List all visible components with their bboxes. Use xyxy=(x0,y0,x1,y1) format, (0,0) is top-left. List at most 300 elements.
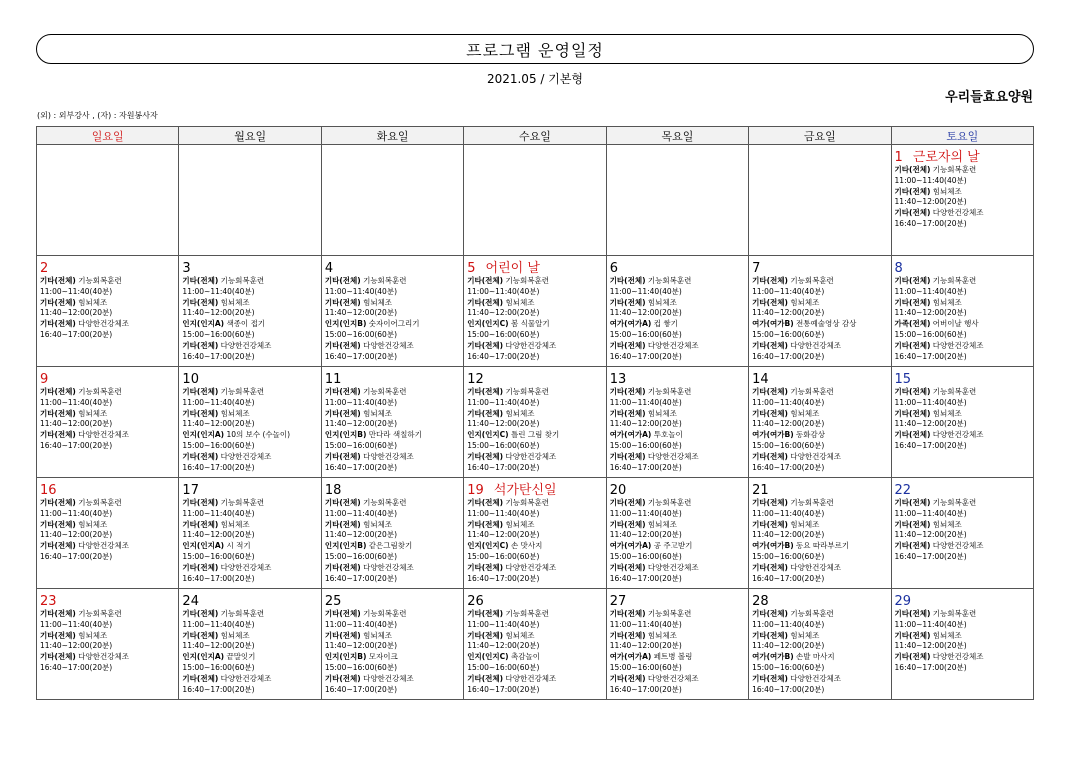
event-name: 힘뇌체조 xyxy=(930,630,962,640)
event-category: 기타(전체) xyxy=(752,630,788,640)
weekday-header-sat: 토요일 xyxy=(891,127,1033,145)
event-time: 11:00~11:40(40분) xyxy=(182,508,255,518)
day-number: 7 xyxy=(752,261,761,276)
event-item xyxy=(895,276,1030,287)
event-name: 기능회복훈련 xyxy=(503,498,549,507)
event-time: 15:00~16:00(60분) xyxy=(182,662,255,672)
event-category: 기타(전체) xyxy=(467,519,504,529)
event-item xyxy=(610,409,745,420)
day-number: 10 xyxy=(182,372,199,387)
event-category: 기타(전체) xyxy=(894,498,931,507)
event-item xyxy=(40,276,175,287)
subtitle: 2021.05 / 기본형 xyxy=(486,72,584,86)
day-number: 1 xyxy=(894,150,903,165)
event-category: 기타(전체) xyxy=(894,430,931,440)
event-time: 15:00~16:00(60분) xyxy=(324,551,397,561)
event-category: 인지(인지B) xyxy=(324,541,367,551)
week-row xyxy=(37,589,1034,700)
event-item xyxy=(325,430,460,441)
event-category: 기타(전체) xyxy=(324,673,361,683)
day-cell xyxy=(37,367,179,478)
event-category: 기타(전체) xyxy=(467,340,504,350)
week-row xyxy=(37,145,1034,256)
event-time: 11:40~12:00(20분) xyxy=(894,641,967,651)
event-item xyxy=(40,520,175,531)
event-time: 11:00~11:40(40분) xyxy=(40,286,113,296)
event-name: 기능회복훈련 xyxy=(218,609,265,618)
event-time: 16:40~17:00(20분) xyxy=(752,573,825,583)
event-time: 11:00~11:40(40분) xyxy=(182,397,255,407)
day-number: 20 xyxy=(609,483,627,498)
event-item xyxy=(182,609,317,620)
event-item xyxy=(40,298,175,309)
event-item xyxy=(467,541,602,552)
event-category: 기타(전체) xyxy=(324,276,361,285)
event-time: 11:40~12:00(20분) xyxy=(182,419,255,429)
event-time: 16:40~17:00(20분) xyxy=(182,573,255,583)
event-name: 다양한건강체조 xyxy=(787,340,842,350)
event-name: 손발 마사지 xyxy=(793,652,835,662)
event-time: 11:00~11:40(40분) xyxy=(752,286,825,296)
day-header xyxy=(610,590,745,609)
day-number: 24 xyxy=(182,594,199,609)
day-cell xyxy=(179,145,321,256)
event-name: 기능회복훈련 xyxy=(218,498,265,507)
event-item xyxy=(895,498,1030,509)
event-item xyxy=(752,520,887,531)
event-time: 11:40~12:00(20분) xyxy=(609,641,682,651)
event-time: 16:40~17:00(20분) xyxy=(324,462,397,472)
event-category: 기타(전체) xyxy=(182,609,219,618)
weekday-header-sun: 일요일 xyxy=(37,127,179,145)
event-time: 15:00~16:00(60분) xyxy=(894,329,967,339)
event-time: 16:40~17:00(20분) xyxy=(752,351,825,361)
event-name: 힘뇌체조 xyxy=(75,630,108,640)
event-name: 힘뇌체조 xyxy=(503,297,535,307)
event-item xyxy=(895,409,1030,420)
day-cell xyxy=(749,478,891,589)
event-category: 기타(전체) xyxy=(894,208,931,218)
event-time: 16:40~17:00(20분) xyxy=(40,440,113,450)
event-name: 시 적기 xyxy=(224,541,251,551)
event-category: 기타(전체) xyxy=(894,541,931,551)
event-item xyxy=(182,498,317,509)
event-category: 기타(전체) xyxy=(40,276,76,285)
day-cell xyxy=(179,256,321,367)
weekday-header-row xyxy=(37,127,1034,145)
event-category: 기타(전체) xyxy=(182,498,219,507)
day-cell xyxy=(749,367,891,478)
day-number: 17 xyxy=(182,483,199,498)
event-name: 기능회복훈련 xyxy=(503,276,549,285)
event-item xyxy=(610,498,745,509)
event-name: 기능회복훈련 xyxy=(930,387,977,396)
legend: (외) : 외부강사 , (자) : 자원봉사자 xyxy=(37,111,158,120)
day-header xyxy=(895,146,1030,165)
organization-name: 우리들효요양원 xyxy=(945,90,1033,105)
event-time: 16:40~17:00(20분) xyxy=(324,351,397,361)
event-time: 16:40~17:00(20분) xyxy=(324,684,397,694)
event-time: 11:40~12:00(20분) xyxy=(752,641,825,651)
day-header xyxy=(182,257,317,276)
event-category: 기타(전체) xyxy=(324,519,361,529)
event-name: 페트병 볼링 xyxy=(651,652,693,662)
event-item xyxy=(40,319,175,330)
event-category: 기타(전체) xyxy=(894,652,931,662)
event-item xyxy=(895,319,1030,330)
holiday-name: 어린이 날 xyxy=(485,261,540,276)
event-item xyxy=(325,409,460,420)
day-number: 5 xyxy=(467,261,476,276)
event-time: 15:00~16:00(60분) xyxy=(467,551,540,561)
event-name: 다양한건강체조 xyxy=(930,430,984,440)
event-category: 기타(전체) xyxy=(40,297,76,307)
week-row xyxy=(37,367,1034,478)
day-number: 8 xyxy=(894,261,903,276)
event-category: 기타(전체) xyxy=(40,652,76,662)
event-time: 11:40~12:00(20분) xyxy=(894,419,967,429)
day-header xyxy=(182,479,317,498)
event-item xyxy=(752,409,887,420)
day-cell xyxy=(37,478,179,589)
event-name: 다양한건강체조 xyxy=(645,451,699,461)
event-category: 인지(인지C) xyxy=(467,319,509,329)
day-number: 29 xyxy=(894,594,912,609)
event-item xyxy=(895,609,1030,620)
event-name: 기능회복훈련 xyxy=(787,387,834,396)
event-time: 11:00~11:40(40분) xyxy=(752,508,825,518)
event-name: 다양한건강체조 xyxy=(360,451,414,461)
event-item xyxy=(610,341,745,352)
event-item xyxy=(895,652,1030,663)
event-item xyxy=(467,520,602,531)
event-time: 15:00~16:00(60분) xyxy=(182,440,255,450)
event-time: 16:40~17:00(20분) xyxy=(467,573,540,583)
event-name: 기능회복훈련 xyxy=(75,387,122,396)
event-category: 기타(전체) xyxy=(467,297,504,307)
event-item xyxy=(895,187,1030,198)
event-time: 11:40~12:00(20분) xyxy=(40,419,113,429)
event-name: 힘뇌체조 xyxy=(75,297,108,307)
event-category: 기타(전체) xyxy=(40,319,76,329)
event-name: 전통예술영상 감상 xyxy=(793,319,857,329)
event-item xyxy=(40,409,175,420)
event-item xyxy=(610,674,745,685)
event-time: 16:40~17:00(20분) xyxy=(40,551,113,561)
day-header xyxy=(752,368,887,387)
day-number: 4 xyxy=(324,261,334,276)
event-category: 기타(전체) xyxy=(467,498,504,507)
event-time: 16:40~17:00(20분) xyxy=(467,684,540,694)
event-time: 16:40~17:00(20분) xyxy=(894,551,967,561)
event-category: 기타(전체) xyxy=(467,276,504,285)
event-category: 여가(여가B) xyxy=(752,541,794,551)
event-item xyxy=(610,276,745,287)
event-time: 11:40~12:00(20분) xyxy=(609,419,682,429)
event-time: 16:40~17:00(20분) xyxy=(182,462,255,472)
event-item xyxy=(752,498,887,509)
event-time: 11:00~11:40(40분) xyxy=(609,397,682,407)
event-name: 투호놀이 xyxy=(651,430,683,440)
event-time: 15:00~16:00(60분) xyxy=(467,329,540,339)
event-name: 동화감상 xyxy=(793,430,826,440)
day-header xyxy=(182,590,317,609)
event-category: 기타(전체) xyxy=(752,498,788,507)
event-time: 11:00~11:40(40분) xyxy=(894,397,967,407)
day-header xyxy=(752,479,887,498)
event-time: 11:00~11:40(40분) xyxy=(609,619,682,629)
event-time: 16:40~17:00(20분) xyxy=(752,462,825,472)
event-name: 다양한건강체조 xyxy=(930,541,984,551)
event-item xyxy=(752,430,887,441)
event-name: 기능회복훈련 xyxy=(218,276,265,285)
event-item xyxy=(752,341,887,352)
event-item xyxy=(752,609,887,620)
event-time: 15:00~16:00(60분) xyxy=(467,662,540,672)
event-name: 모자이크 xyxy=(366,652,398,662)
event-category: 기타(전체) xyxy=(40,519,76,529)
event-item xyxy=(610,563,745,574)
event-time: 11:40~12:00(20분) xyxy=(609,530,682,540)
event-time: 15:00~16:00(60분) xyxy=(609,440,682,450)
day-number: 2 xyxy=(40,261,49,276)
event-time: 16:40~17:00(20분) xyxy=(894,218,967,228)
day-header xyxy=(40,368,175,387)
event-category: 여가(여가A) xyxy=(609,652,652,662)
event-category: 기타(전체) xyxy=(40,387,76,396)
event-item xyxy=(895,341,1030,352)
event-time: 11:40~12:00(20분) xyxy=(609,308,682,318)
day-cell xyxy=(464,367,606,478)
event-time: 16:40~17:00(20분) xyxy=(40,662,113,672)
event-time: 11:00~11:40(40분) xyxy=(609,286,682,296)
event-category: 기타(전체) xyxy=(894,387,931,396)
event-category: 기타(전체) xyxy=(324,387,361,396)
event-name: 10의 보수 (수놀이) xyxy=(224,430,291,440)
event-time: 11:40~12:00(20분) xyxy=(752,530,825,540)
event-item xyxy=(325,498,460,509)
event-time: 15:00~16:00(60분) xyxy=(609,662,682,672)
event-name: 기능회복훈련 xyxy=(360,498,407,507)
event-category: 기타(전체) xyxy=(752,562,788,572)
event-name: 숫자이어그리기 xyxy=(366,319,420,329)
event-category: 기타(전체) xyxy=(182,562,219,572)
day-cell xyxy=(464,478,606,589)
weekday-header-fri: 금요일 xyxy=(749,127,891,145)
event-item xyxy=(182,387,317,398)
event-item xyxy=(895,298,1030,309)
day-cell xyxy=(321,145,463,256)
event-time: 11:40~12:00(20분) xyxy=(324,641,397,651)
event-item xyxy=(895,520,1030,531)
event-time: 11:00~11:40(40분) xyxy=(324,286,397,296)
event-category: 기타(전체) xyxy=(609,519,646,529)
event-name: 촉감놀이 xyxy=(508,652,540,662)
event-name: 기능회복훈련 xyxy=(645,498,692,507)
event-item xyxy=(40,609,175,620)
event-time: 11:00~11:40(40분) xyxy=(182,619,255,629)
event-name: 다양한건강체조 xyxy=(503,562,557,572)
event-item xyxy=(182,674,317,685)
event-category: 기타(전체) xyxy=(182,630,219,640)
weekday-header-mon: 월요일 xyxy=(179,127,321,145)
event-name: 다양한건강체조 xyxy=(503,673,557,683)
day-cell xyxy=(606,478,748,589)
day-number: 21 xyxy=(752,483,769,498)
event-category: 기타(전체) xyxy=(609,276,646,285)
event-item xyxy=(895,631,1030,642)
day-cell xyxy=(749,589,891,700)
event-item xyxy=(610,652,745,663)
event-name: 다양한건강체조 xyxy=(787,451,842,461)
weekday-header-thu: 목요일 xyxy=(606,127,748,145)
event-item xyxy=(610,319,745,330)
event-name: 기능회복훈련 xyxy=(930,276,977,285)
day-cell xyxy=(321,589,463,700)
event-time: 11:40~12:00(20분) xyxy=(894,197,967,207)
day-cell xyxy=(606,367,748,478)
event-item xyxy=(325,674,460,685)
event-item xyxy=(467,430,602,441)
event-time: 11:00~11:40(40분) xyxy=(752,619,825,629)
week-row xyxy=(37,256,1034,367)
event-category: 기타(전체) xyxy=(752,673,788,683)
event-category: 기타(전체) xyxy=(40,630,76,640)
event-time: 15:00~16:00(60분) xyxy=(752,662,825,672)
event-name: 다양한건강체조 xyxy=(930,652,984,662)
event-category: 기타(전체) xyxy=(752,387,788,396)
event-item xyxy=(467,409,602,420)
event-time: 15:00~16:00(60분) xyxy=(182,329,255,339)
event-category: 기타(전체) xyxy=(609,451,646,461)
event-time: 16:40~17:00(20분) xyxy=(182,684,255,694)
event-category: 기타(전체) xyxy=(324,408,361,418)
event-category: 기타(전체) xyxy=(752,519,788,529)
day-number: 16 xyxy=(40,483,57,498)
event-category: 기타(전체) xyxy=(324,451,361,461)
event-name: 힘뇌체조 xyxy=(930,186,962,196)
event-item xyxy=(182,409,317,420)
day-cell xyxy=(891,367,1033,478)
event-name: 힘뇌체조 xyxy=(787,519,820,529)
event-name: 다양한건강체조 xyxy=(645,562,699,572)
event-item xyxy=(182,430,317,441)
event-item xyxy=(467,498,602,509)
event-category: 기타(전체) xyxy=(324,297,361,307)
event-item xyxy=(325,541,460,552)
event-item xyxy=(467,563,602,574)
event-item xyxy=(40,498,175,509)
day-header xyxy=(610,479,745,498)
day-header xyxy=(895,257,1030,276)
day-number: 15 xyxy=(894,372,912,387)
event-item xyxy=(182,541,317,552)
event-item xyxy=(325,319,460,330)
day-cell xyxy=(891,478,1033,589)
event-time: 16:40~17:00(20분) xyxy=(894,440,967,450)
event-time: 15:00~16:00(60분) xyxy=(324,440,397,450)
event-name: 끝말잇기 xyxy=(224,652,256,662)
event-category: 기타(전체) xyxy=(894,408,931,418)
event-item xyxy=(467,276,602,287)
event-item xyxy=(325,452,460,463)
event-name: 어버이날 행사 xyxy=(930,319,979,329)
day-cell xyxy=(464,589,606,700)
event-time: 16:40~17:00(20분) xyxy=(609,351,682,361)
week-row xyxy=(37,478,1034,589)
event-category: 기타(전체) xyxy=(609,609,646,618)
event-category: 기타(전체) xyxy=(324,498,361,507)
event-time: 15:00~16:00(60분) xyxy=(324,329,397,339)
event-time: 11:40~12:00(20분) xyxy=(182,308,255,318)
day-cell xyxy=(891,256,1033,367)
event-category: 기타(전체) xyxy=(182,408,219,418)
event-name: 힘뇌체조 xyxy=(75,408,108,418)
day-cell xyxy=(606,256,748,367)
day-number: 23 xyxy=(40,594,57,609)
event-item xyxy=(752,674,887,685)
event-item xyxy=(752,276,887,287)
event-category: 기타(전체) xyxy=(894,165,931,174)
day-cell xyxy=(606,145,748,256)
event-item xyxy=(895,541,1030,552)
event-name: 힘뇌체조 xyxy=(360,630,393,640)
event-name: 만다라 색칠하기 xyxy=(366,430,422,440)
event-name: 힘뇌체조 xyxy=(503,519,535,529)
holiday-name: 석가탄신일 xyxy=(493,483,557,498)
day-header xyxy=(610,257,745,276)
event-time: 11:00~11:40(40분) xyxy=(467,508,540,518)
event-time: 15:00~16:00(60분) xyxy=(752,440,825,450)
event-item xyxy=(325,298,460,309)
event-category: 기타(전체) xyxy=(467,609,504,618)
event-category: 기타(전체) xyxy=(467,673,504,683)
event-time: 16:40~17:00(20분) xyxy=(752,684,825,694)
event-time: 11:00~11:40(40분) xyxy=(894,175,967,185)
day-header xyxy=(467,479,602,498)
event-item xyxy=(182,520,317,531)
day-cell xyxy=(749,145,891,256)
event-category: 여가(여가B) xyxy=(752,430,794,440)
event-category: 기타(전체) xyxy=(182,673,219,683)
event-item xyxy=(610,631,745,642)
event-time: 11:00~11:40(40분) xyxy=(467,397,540,407)
event-time: 16:40~17:00(20분) xyxy=(609,462,682,472)
event-category: 기타(전체) xyxy=(182,340,219,350)
day-header xyxy=(895,590,1030,609)
event-category: 기타(전체) xyxy=(182,276,219,285)
day-header xyxy=(40,479,175,498)
event-category: 기타(전체) xyxy=(467,562,504,572)
day-cell xyxy=(321,256,463,367)
day-header xyxy=(40,590,175,609)
day-number: 14 xyxy=(752,372,769,387)
event-item xyxy=(752,298,887,309)
day-cell xyxy=(749,256,891,367)
event-item xyxy=(40,652,175,663)
event-item xyxy=(752,541,887,552)
event-time: 11:40~12:00(20분) xyxy=(182,641,255,651)
event-time: 11:40~12:00(20분) xyxy=(40,530,113,540)
event-item xyxy=(325,652,460,663)
event-category: 기타(전체) xyxy=(894,276,931,285)
event-item xyxy=(610,520,745,531)
event-item xyxy=(752,319,887,330)
event-category: 여가(여가A) xyxy=(609,430,652,440)
event-name: 힘뇌체조 xyxy=(360,408,393,418)
event-category: 기타(전체) xyxy=(752,408,788,418)
event-category: 기타(전체) xyxy=(894,297,931,307)
